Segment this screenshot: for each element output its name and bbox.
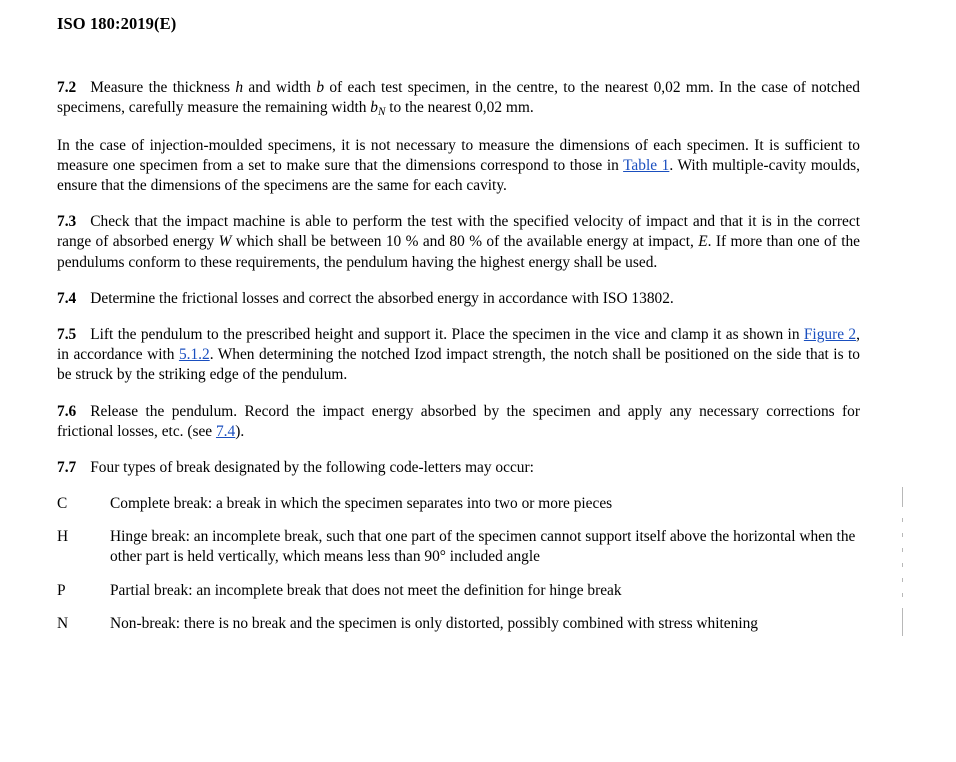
break-description-p: Partial break: an incomplete break that does not meet the definition for hinge break [110,581,622,599]
scrollbar[interactable] [901,487,904,637]
paragraph-7-3-seg3: . If more than one of the pendulums conform to these requirements, the pendulum having the highest energy shall be used. [57,233,860,271]
clause-number-7-5: 7.5 [57,326,77,343]
list-item [57,527,860,567]
break-description-n: Non-break: there is no break and the specimen is only distorted, possibly combined with stress whitening [110,614,758,632]
paragraph-7-5-seg1: Lift the pendulum to the prescribed height and support it. Place the specimen in the vice and clamp it as shown in [90,326,804,343]
variable-w: W [218,233,232,251]
paragraph-7-7-text: Four types of break designated by the following code-letters may occur: [90,458,534,476]
list-item [57,614,860,634]
paragraph-7-3 [57,212,860,273]
paragraph-7-2-seg3: of each test specimen, in the centre, to the nearest 0,02 mm. In the case of notched specimens, carefully measure the remaining width [57,79,860,117]
break-code-n: N [57,614,69,632]
paragraph-7-6-seg2: ). [235,422,245,440]
page-header: ISO 180:2019(E) [57,14,177,33]
list-item [57,494,860,514]
link-clause-7-4[interactable]: 7.4 [215,422,236,440]
header-spacer [57,34,860,78]
clause-number-7-2: 7.2 [57,79,77,96]
variable-bn: b [370,99,378,117]
clause-number-7-7: 7.7 [57,458,77,476]
list-item [57,581,860,601]
link-table-1[interactable]: Table 1 [623,156,670,174]
break-code-h: H [57,528,69,546]
variable-bn-subscript: N [377,106,386,119]
link-clause-5-1-2[interactable]: 5.1.2 [178,346,210,364]
paragraph-7-7 [57,458,860,478]
break-description-c: Complete break: a break in which the specimen separates into two or more pieces [110,495,613,513]
paragraph-injection-seg2: . With multiple-cavity moulds, ensure that the dimensions of the specimens are the same for each cavity. [57,156,860,195]
paragraph-7-2 [57,78,860,120]
link-figure-2[interactable]: Figure 2 [803,326,857,343]
variable-e: E [698,233,708,251]
clause-number-7-6: 7.6 [57,402,77,420]
paragraph-7-2-seg2: and width [243,79,317,96]
paragraph-7-3-seg1: Check that the impact machine is able to perform the test with the specified velocity of impact and that it is in the correct range of absorbed energy [57,213,860,251]
paragraph-injection-moulded [57,136,860,197]
paragraph-injection-seg1: In the case of injection-moulded specimens, it is not necessary to measure the dimensions of each specimen. It is sufficient to measure one specimen from a set to make sure that the dimensions correspond to those in [57,136,860,174]
paragraph-7-5 [57,325,860,386]
clause-number-7-4: 7.4 [57,289,77,307]
paragraph-7-5-seg2: , in accordance with [57,326,860,364]
paragraph-7-6-seg1: Release the pendulum. Record the impact energy absorbed by the specimen and apply any necessary corrections for frictional losses, etc. (see [57,402,860,440]
paragraph-7-6 [57,402,860,442]
clause-number-7-3: 7.3 [57,213,77,231]
paragraph-7-3-seg2: which shall be between 10 % and 80 % of the available energy at impact, [231,233,699,251]
paragraph-7-4-text: Determine the frictional losses and correct the absorbed energy in accordance with ISO 13802. [90,289,674,307]
paragraph-7-4 [57,289,860,309]
break-description-h: Hinge break: an incomplete break, such that one part of the specimen cannot support itself above the horizontal when the other part is held vertically, which means less than 90° included angle [110,528,856,566]
paragraph-7-2-seg4: to the nearest 0,02 mm. [385,99,534,117]
variable-h: h [235,79,244,96]
break-code-c: C [57,495,68,513]
variable-b: b [316,79,325,96]
break-code-p: P [57,581,66,599]
paragraph-7-2-seg1: Measure the thickness [90,79,236,96]
paragraph-7-5-seg3: . When determining the notched Izod impact strength, the notch shall be positioned on the side that is to be struck by the striking edge of the pendulum. [57,346,861,384]
